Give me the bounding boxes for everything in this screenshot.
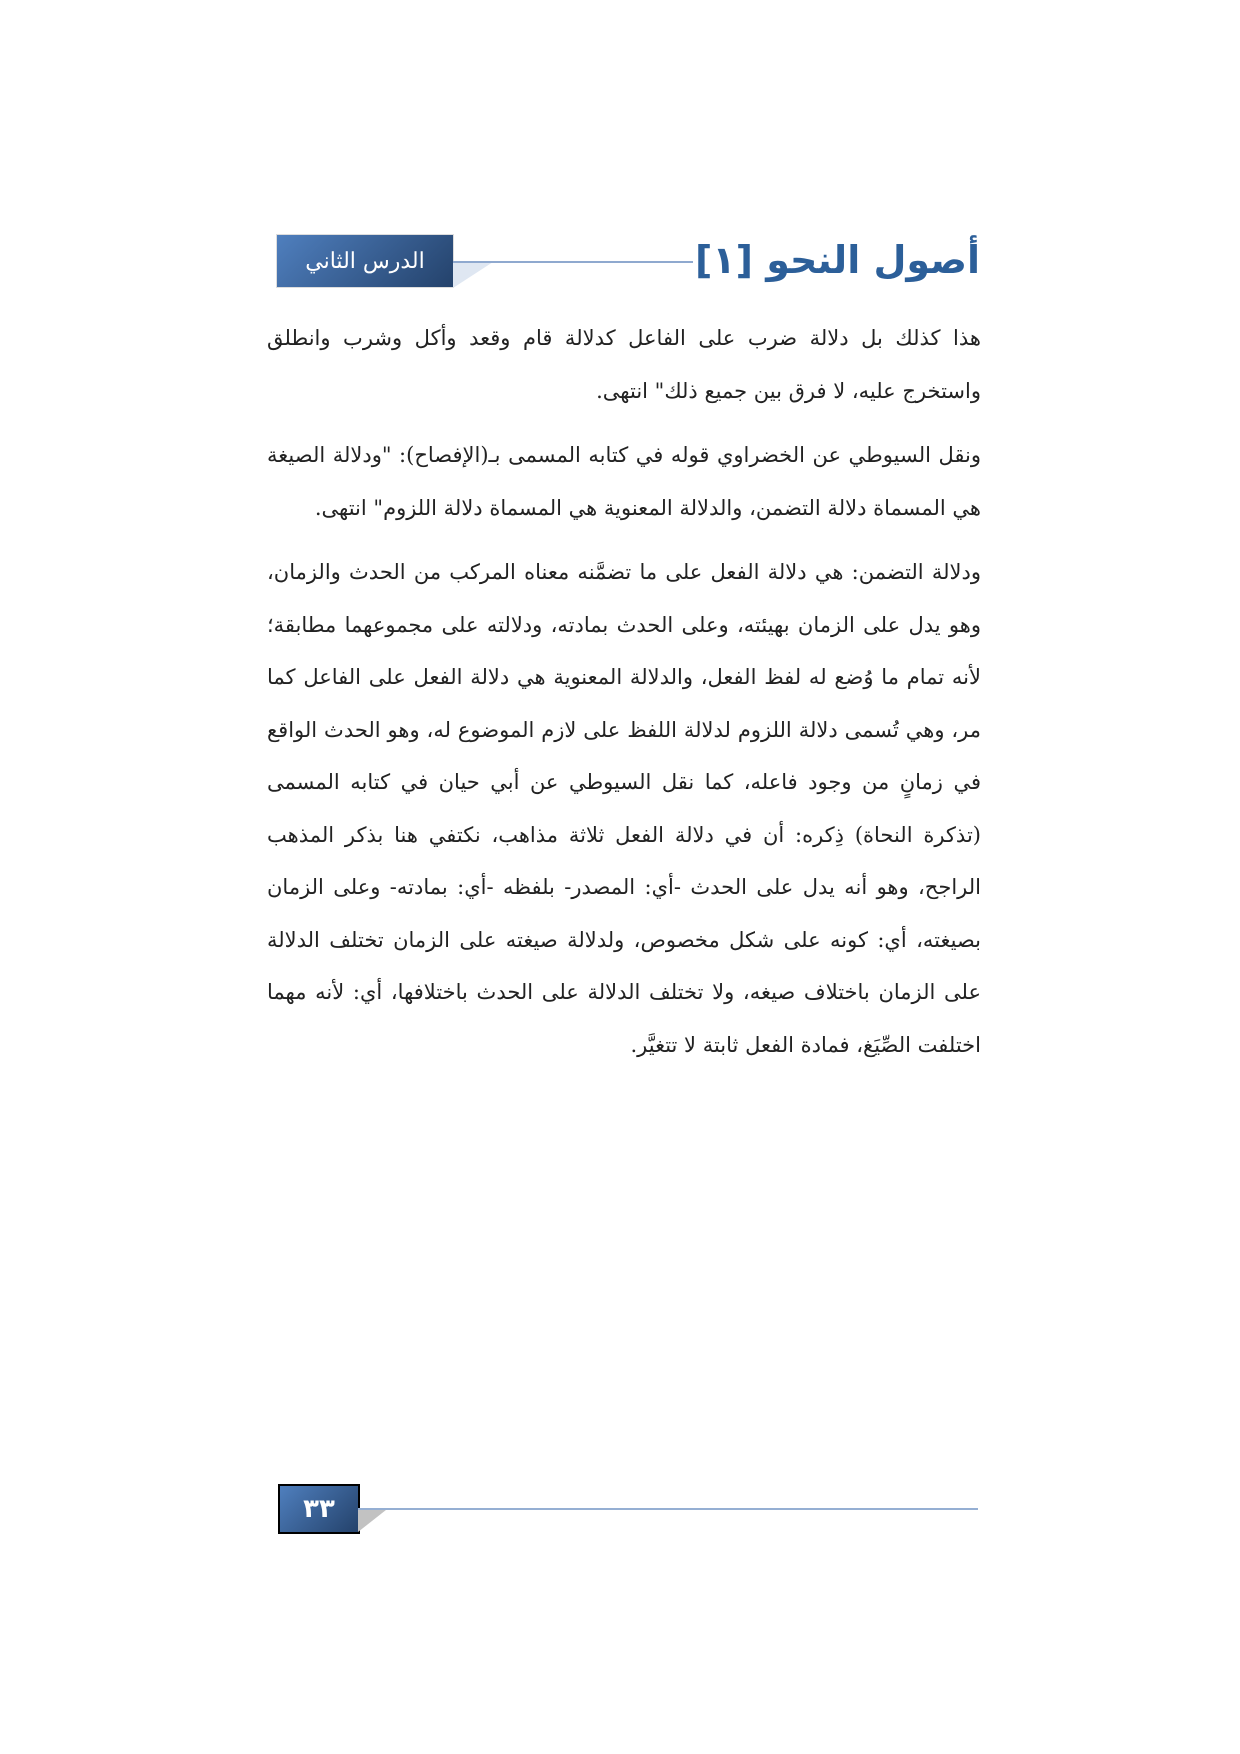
body-text [267, 312, 981, 1083]
lesson-badge: الدرس الثاني [276, 234, 454, 288]
page-title: أصول النحو [١] [695, 238, 980, 282]
page-footer [278, 1484, 978, 1534]
paragraph: هذا كذلك بل دلالة ضرب على الفاعل كدلالة قام وقعد وأكل وشرب وانطلق واستخرج عليه، لا فرق بين جميع ذلك" انتهى. [267, 326, 981, 403]
badge-shadow-decoration [453, 262, 493, 288]
header-rule [453, 261, 693, 263]
paragraph: ونقل السيوطي عن الخضراوي قوله في كتابه المسمى بـ(الإفصاح): "ودلالة الصيغة هي المسماة دلالة التضمن، والدلالة المعنوية هي المسماة دلالة اللزوم" انتهى. [267, 443, 981, 520]
page-header [276, 232, 980, 290]
page-number: ٣٣ [278, 1484, 360, 1534]
paragraph: ودلالة التضمن: هي دلالة الفعل على ما تضمَّنه معناه المركب من الحدث والزمان، وهو يدل على الزمان بهيئته، وعلى الحدث بمادته، ودلالته على مجموعهما مطابقة؛ لأنه تمام ما وُضع له لفظ الفعل، والدلالة المعنوية هي دلالة الفعل على الفاعل كما مر، وهي تُسمى دلالة اللزوم لدلالة اللفظ على لازم الموضوع له، وهو الحدث الواقع في زمانٍ من وجود فاعله، كما نقل السيوطي عن أبي حيان في كتابه المسمى (تذكرة النحاة) ذِكره: أن في دلالة الفعل ثلاثة مذاهب، نكتفي هنا بذكر المذهب الراجح، وهو أنه يدل على الحدث -أي: المصدر- بلفظه -أي: بمادته- وعلى الزمان بصيغته، أي: كونه على شكل مخصوص، ولدلالة صيغته على الزمان تختلف الدلالة على الزمان باختلاف صيغه، ولا تختلف الدلالة على الحدث باختلافها، أي: لأنه مهما اختلفت الصِّيَغ، فمادة الفعل ثابتة لا تتغيَّر. [267, 560, 981, 1057]
page-number-shadow-decoration [358, 1510, 386, 1532]
footer-rule [358, 1508, 978, 1510]
